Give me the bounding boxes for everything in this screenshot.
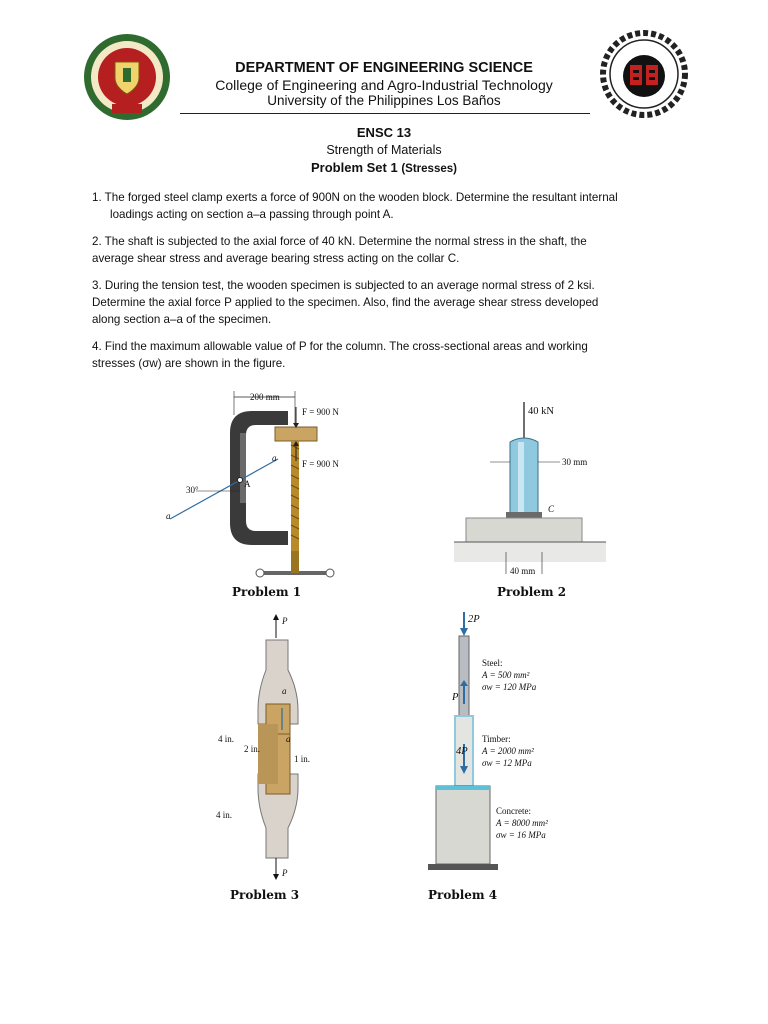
problem-3-line-2: Determine the axial force P applied to the specimen. Also, find the average shear stress developed	[92, 296, 599, 309]
problem-3-caption: Problem 3	[230, 888, 300, 902]
problem-3-figure	[210, 612, 350, 884]
dim-200mm: 200 mm	[250, 392, 280, 402]
force-top-label: F = 900 N	[302, 407, 339, 417]
section-a-lower: a	[166, 511, 171, 521]
load-p-bottom: P	[282, 868, 288, 878]
problem-3-text	[92, 277, 662, 328]
problem-2-figure	[448, 392, 618, 582]
load-p-label: P	[452, 692, 459, 703]
problem-1-text	[92, 189, 662, 223]
timber-stress: σw = 12 MPa	[482, 758, 532, 768]
section-a-mid: a	[286, 734, 291, 744]
load-p-top: P	[282, 616, 288, 626]
steel-area: A = 500 mm²	[482, 670, 530, 680]
concrete-stress: σw = 16 MPa	[496, 830, 546, 840]
steel-stress: σw = 120 MPa	[482, 682, 537, 692]
problem-4-caption: Problem 4	[428, 888, 498, 902]
concrete-area: A = 8000 mm²	[496, 818, 548, 828]
header-divider	[180, 113, 590, 114]
section-a-top: a	[282, 686, 287, 696]
load-2p-label: 2P	[468, 614, 480, 625]
course-code: ENSC 13	[356, 125, 412, 140]
problem-2-caption: Problem 2	[497, 585, 567, 599]
force-bottom-label: F = 900 N	[302, 459, 339, 469]
problem-2-line-1: 2. The shaft is subjected to the axial force of 40 kN. Determine the normal stress in the shaft, the	[92, 235, 587, 248]
dim-4in-bottom: 4 in.	[216, 810, 233, 820]
problem-set-title	[0, 160, 768, 175]
collar-diameter-label: 40 mm	[510, 566, 536, 576]
problem-4-line-1: 4. Find the maximum allowable value of P for the column. The cross-sectional areas and working	[92, 340, 588, 353]
dim-1in: 1 in.	[294, 754, 311, 764]
dim-2in: 2 in.	[244, 744, 261, 754]
problem-3-line-3: along section a–a of the specimen.	[92, 313, 272, 326]
problem-3-line-1: 3. During the tension test, the wooden specimen is subjected to an average normal stress of 2 ksi.	[92, 279, 595, 292]
course-name: Strength of Materials	[326, 143, 442, 157]
problem-2-line-2: average shear stress and average bearing stress acting on the collar C.	[92, 252, 460, 265]
set-topic: (Stresses)	[401, 163, 457, 175]
timber-area: A = 2000 mm²	[482, 746, 534, 756]
problem-4-figure	[420, 610, 600, 882]
problem-1-figure	[160, 383, 370, 583]
load-4p-label: 4P	[456, 746, 468, 757]
department-title: DEPARTMENT OF ENGINEERING SCIENCE	[235, 60, 533, 76]
problem-4-text	[92, 338, 662, 372]
problem-2-text	[92, 233, 662, 267]
problem-1-line-1: 1. The forged steel clamp exerts a force of 900N on the wooden block. Determine the resultant internal	[92, 191, 618, 204]
problem-1-line-2: loadings acting on section a–a passing through point A.	[110, 208, 394, 221]
steel-label: Steel:	[482, 658, 503, 668]
set-title: Problem Set 1	[311, 160, 398, 175]
concrete-label: Concrete:	[496, 806, 531, 816]
problem-4-line-2: stresses (σw) are shown in the figure.	[92, 357, 286, 370]
load-40kn-label: 40 kN	[528, 406, 554, 417]
dim-4in-top: 4 in.	[218, 734, 235, 744]
problem-1-caption: Problem 1	[232, 585, 302, 599]
college-name: College of Engineering and Agro-Industrial Technology	[215, 77, 553, 93]
timber-label: Timber:	[482, 734, 511, 744]
angle-30-label: 30°	[186, 485, 199, 495]
section-a-upper: a	[272, 453, 277, 463]
point-a-label: A	[244, 479, 251, 489]
collar-c-label: C	[548, 504, 555, 514]
shaft-diameter-label: 30 mm	[562, 457, 588, 467]
university-name: University of the Philippines Los Baños	[267, 93, 501, 108]
